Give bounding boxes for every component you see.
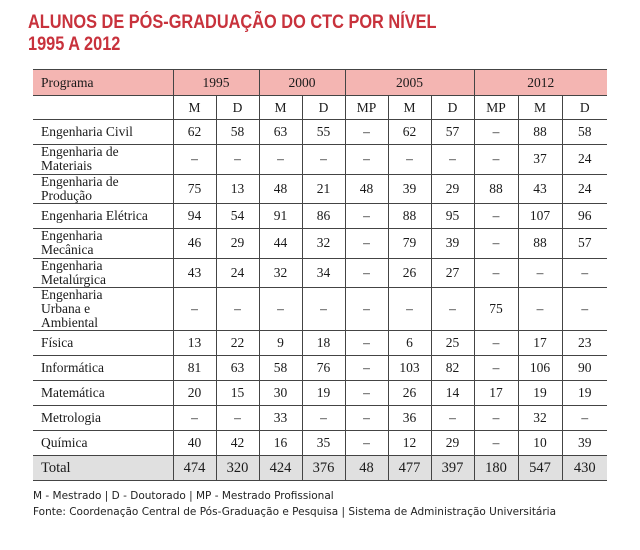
- value-cell: –: [173, 406, 216, 431]
- program-name-cell: Engenharia Mecânica: [33, 229, 173, 259]
- value-cell: –: [345, 204, 388, 229]
- value-cell: –: [302, 406, 345, 431]
- value-cell: –: [345, 258, 388, 288]
- value-cell: –: [562, 288, 607, 331]
- value-cell: 35: [302, 431, 345, 456]
- value-cell: 14: [431, 381, 474, 406]
- title-line-2: 1995 A 2012: [28, 34, 121, 55]
- value-cell: 55: [302, 120, 345, 145]
- level-header-row: [33, 96, 607, 120]
- year-header-2012: 2012: [474, 70, 607, 96]
- value-cell: –: [345, 431, 388, 456]
- value-cell: –: [431, 145, 474, 175]
- value-cell: 27: [431, 258, 474, 288]
- program-name-cell: Engenharia Urbana e Ambiental: [33, 288, 173, 331]
- value-cell: 15: [216, 381, 259, 406]
- value-cell: –: [518, 288, 562, 331]
- value-cell: 10: [518, 431, 562, 456]
- table-row: [33, 431, 607, 456]
- program-name-cell: Engenharia Elétrica: [33, 204, 173, 229]
- source-note: Fonte: Coordenação Central de Pós-Graduação e Pesquisa | Sistema de Administração Universitária: [33, 506, 557, 518]
- value-cell: 103: [388, 356, 431, 381]
- table-row: [33, 381, 607, 406]
- value-cell: 91: [259, 204, 302, 229]
- program-name-cell: Metrologia: [33, 406, 173, 431]
- program-name-cell: Engenharia Civil: [33, 120, 173, 145]
- level-header-cell: MP: [345, 96, 388, 120]
- value-cell: 32: [259, 258, 302, 288]
- program-name-cell: Engenharia de Produção: [33, 174, 173, 204]
- value-cell: –: [259, 145, 302, 175]
- value-cell: 62: [173, 120, 216, 145]
- value-cell: –: [431, 288, 474, 331]
- value-cell: 90: [562, 356, 607, 381]
- program-name-cell: Engenharia Metalúrgica: [33, 258, 173, 288]
- program-name-cell: Informática: [33, 356, 173, 381]
- value-cell: 13: [216, 174, 259, 204]
- value-cell: 19: [302, 381, 345, 406]
- value-cell: 33: [259, 406, 302, 431]
- value-cell: –: [345, 356, 388, 381]
- total-value-cell: 320: [216, 456, 259, 481]
- value-cell: 37: [518, 145, 562, 175]
- value-cell: –: [474, 258, 518, 288]
- value-cell: –: [345, 145, 388, 175]
- empty-header-cell: [33, 96, 173, 120]
- value-cell: 42: [216, 431, 259, 456]
- value-cell: 32: [302, 229, 345, 259]
- table-row: [33, 204, 607, 229]
- value-cell: –: [173, 288, 216, 331]
- value-cell: 57: [431, 120, 474, 145]
- value-cell: 94: [173, 204, 216, 229]
- value-cell: 106: [518, 356, 562, 381]
- value-cell: 40: [173, 431, 216, 456]
- table-row: [33, 120, 607, 145]
- table-row: [33, 356, 607, 381]
- value-cell: 29: [216, 229, 259, 259]
- value-cell: –: [345, 406, 388, 431]
- value-cell: 107: [518, 204, 562, 229]
- value-cell: –: [431, 406, 474, 431]
- value-cell: –: [474, 331, 518, 356]
- value-cell: –: [345, 331, 388, 356]
- value-cell: 96: [562, 204, 607, 229]
- value-cell: 81: [173, 356, 216, 381]
- total-value-cell: 376: [302, 456, 345, 481]
- value-cell: –: [216, 406, 259, 431]
- level-header-cell: D: [431, 96, 474, 120]
- value-cell: 24: [216, 258, 259, 288]
- value-cell: 48: [345, 174, 388, 204]
- value-cell: –: [474, 204, 518, 229]
- total-value-cell: 547: [518, 456, 562, 481]
- total-value-cell: 430: [562, 456, 607, 481]
- value-cell: 12: [388, 431, 431, 456]
- value-cell: 23: [562, 331, 607, 356]
- value-cell: –: [345, 288, 388, 331]
- value-cell: 75: [173, 174, 216, 204]
- value-cell: –: [562, 406, 607, 431]
- program-name-cell: Matemática: [33, 381, 173, 406]
- value-cell: 79: [388, 229, 431, 259]
- value-cell: 36: [388, 406, 431, 431]
- value-cell: –: [302, 288, 345, 331]
- value-cell: 13: [173, 331, 216, 356]
- value-cell: 43: [518, 174, 562, 204]
- value-cell: 9: [259, 331, 302, 356]
- total-value-cell: 180: [474, 456, 518, 481]
- value-cell: –: [474, 406, 518, 431]
- value-cell: 21: [302, 174, 345, 204]
- value-cell: 44: [259, 229, 302, 259]
- value-cell: 57: [562, 229, 607, 259]
- level-header-cell: D: [562, 96, 607, 120]
- value-cell: 39: [388, 174, 431, 204]
- year-header-row: [33, 70, 607, 96]
- value-cell: –: [474, 356, 518, 381]
- table-row: [33, 258, 607, 288]
- level-header-cell: MP: [474, 96, 518, 120]
- table-body: [33, 120, 607, 481]
- program-name-cell: Engenharia de Materiais: [33, 145, 173, 175]
- value-cell: 22: [216, 331, 259, 356]
- table-row: [33, 406, 607, 431]
- value-cell: –: [562, 258, 607, 288]
- value-cell: 46: [173, 229, 216, 259]
- value-cell: 19: [518, 381, 562, 406]
- value-cell: 88: [388, 204, 431, 229]
- table-row: [33, 174, 607, 204]
- value-cell: 75: [474, 288, 518, 331]
- value-cell: –: [302, 145, 345, 175]
- total-value-cell: 474: [173, 456, 216, 481]
- value-cell: 43: [173, 258, 216, 288]
- value-cell: –: [388, 288, 431, 331]
- value-cell: 26: [388, 258, 431, 288]
- total-value-cell: 424: [259, 456, 302, 481]
- title-line-1: ALUNOS DE PÓS-GRADUAÇÃO DO CTC POR NÍVEL: [28, 12, 437, 33]
- value-cell: 39: [431, 229, 474, 259]
- table-row: [33, 229, 607, 259]
- level-header-cell: M: [518, 96, 562, 120]
- value-cell: 29: [431, 174, 474, 204]
- value-cell: –: [518, 258, 562, 288]
- total-value-cell: 48: [345, 456, 388, 481]
- value-cell: –: [474, 145, 518, 175]
- value-cell: 26: [388, 381, 431, 406]
- value-cell: 25: [431, 331, 474, 356]
- value-cell: 39: [562, 431, 607, 456]
- value-cell: –: [345, 229, 388, 259]
- value-cell: 86: [302, 204, 345, 229]
- table-row: [33, 145, 607, 175]
- value-cell: 76: [302, 356, 345, 381]
- value-cell: –: [388, 145, 431, 175]
- value-cell: 63: [259, 120, 302, 145]
- table-row: [33, 288, 607, 331]
- year-header-2000: 2000: [259, 70, 345, 96]
- value-cell: –: [474, 120, 518, 145]
- page-title: [28, 12, 437, 56]
- level-header-cell: M: [173, 96, 216, 120]
- value-cell: 16: [259, 431, 302, 456]
- value-cell: 24: [562, 174, 607, 204]
- value-cell: 88: [518, 229, 562, 259]
- program-name-cell: Química: [33, 431, 173, 456]
- value-cell: 34: [302, 258, 345, 288]
- value-cell: –: [474, 431, 518, 456]
- program-name-cell: Física: [33, 331, 173, 356]
- legend-note: M - Mestrado | D - Doutorado | MP - Mestrado Profissional: [33, 490, 334, 502]
- value-cell: –: [345, 381, 388, 406]
- value-cell: 29: [431, 431, 474, 456]
- value-cell: –: [474, 229, 518, 259]
- value-cell: 17: [518, 331, 562, 356]
- value-cell: 88: [474, 174, 518, 204]
- total-label-cell: Total: [33, 456, 173, 481]
- year-header-2005: 2005: [345, 70, 474, 96]
- value-cell: 58: [259, 356, 302, 381]
- value-cell: 58: [562, 120, 607, 145]
- value-cell: 32: [518, 406, 562, 431]
- value-cell: –: [173, 145, 216, 175]
- level-header-cell: D: [302, 96, 345, 120]
- value-cell: 17: [474, 381, 518, 406]
- year-header-1995: 1995: [173, 70, 259, 96]
- value-cell: 24: [562, 145, 607, 175]
- value-cell: 62: [388, 120, 431, 145]
- value-cell: 18: [302, 331, 345, 356]
- table-row: [33, 331, 607, 356]
- value-cell: –: [216, 288, 259, 331]
- value-cell: 95: [431, 204, 474, 229]
- program-header: Programa: [33, 70, 173, 96]
- level-header-cell: M: [388, 96, 431, 120]
- total-value-cell: 397: [431, 456, 474, 481]
- value-cell: 82: [431, 356, 474, 381]
- value-cell: –: [345, 120, 388, 145]
- value-cell: 30: [259, 381, 302, 406]
- value-cell: 54: [216, 204, 259, 229]
- value-cell: 88: [518, 120, 562, 145]
- value-cell: –: [216, 145, 259, 175]
- value-cell: –: [259, 288, 302, 331]
- total-value-cell: 477: [388, 456, 431, 481]
- value-cell: 58: [216, 120, 259, 145]
- students-table: [33, 69, 607, 481]
- value-cell: 48: [259, 174, 302, 204]
- level-header-cell: D: [216, 96, 259, 120]
- value-cell: 6: [388, 331, 431, 356]
- total-row: [33, 456, 607, 481]
- level-header-cell: M: [259, 96, 302, 120]
- value-cell: 20: [173, 381, 216, 406]
- value-cell: 19: [562, 381, 607, 406]
- value-cell: 63: [216, 356, 259, 381]
